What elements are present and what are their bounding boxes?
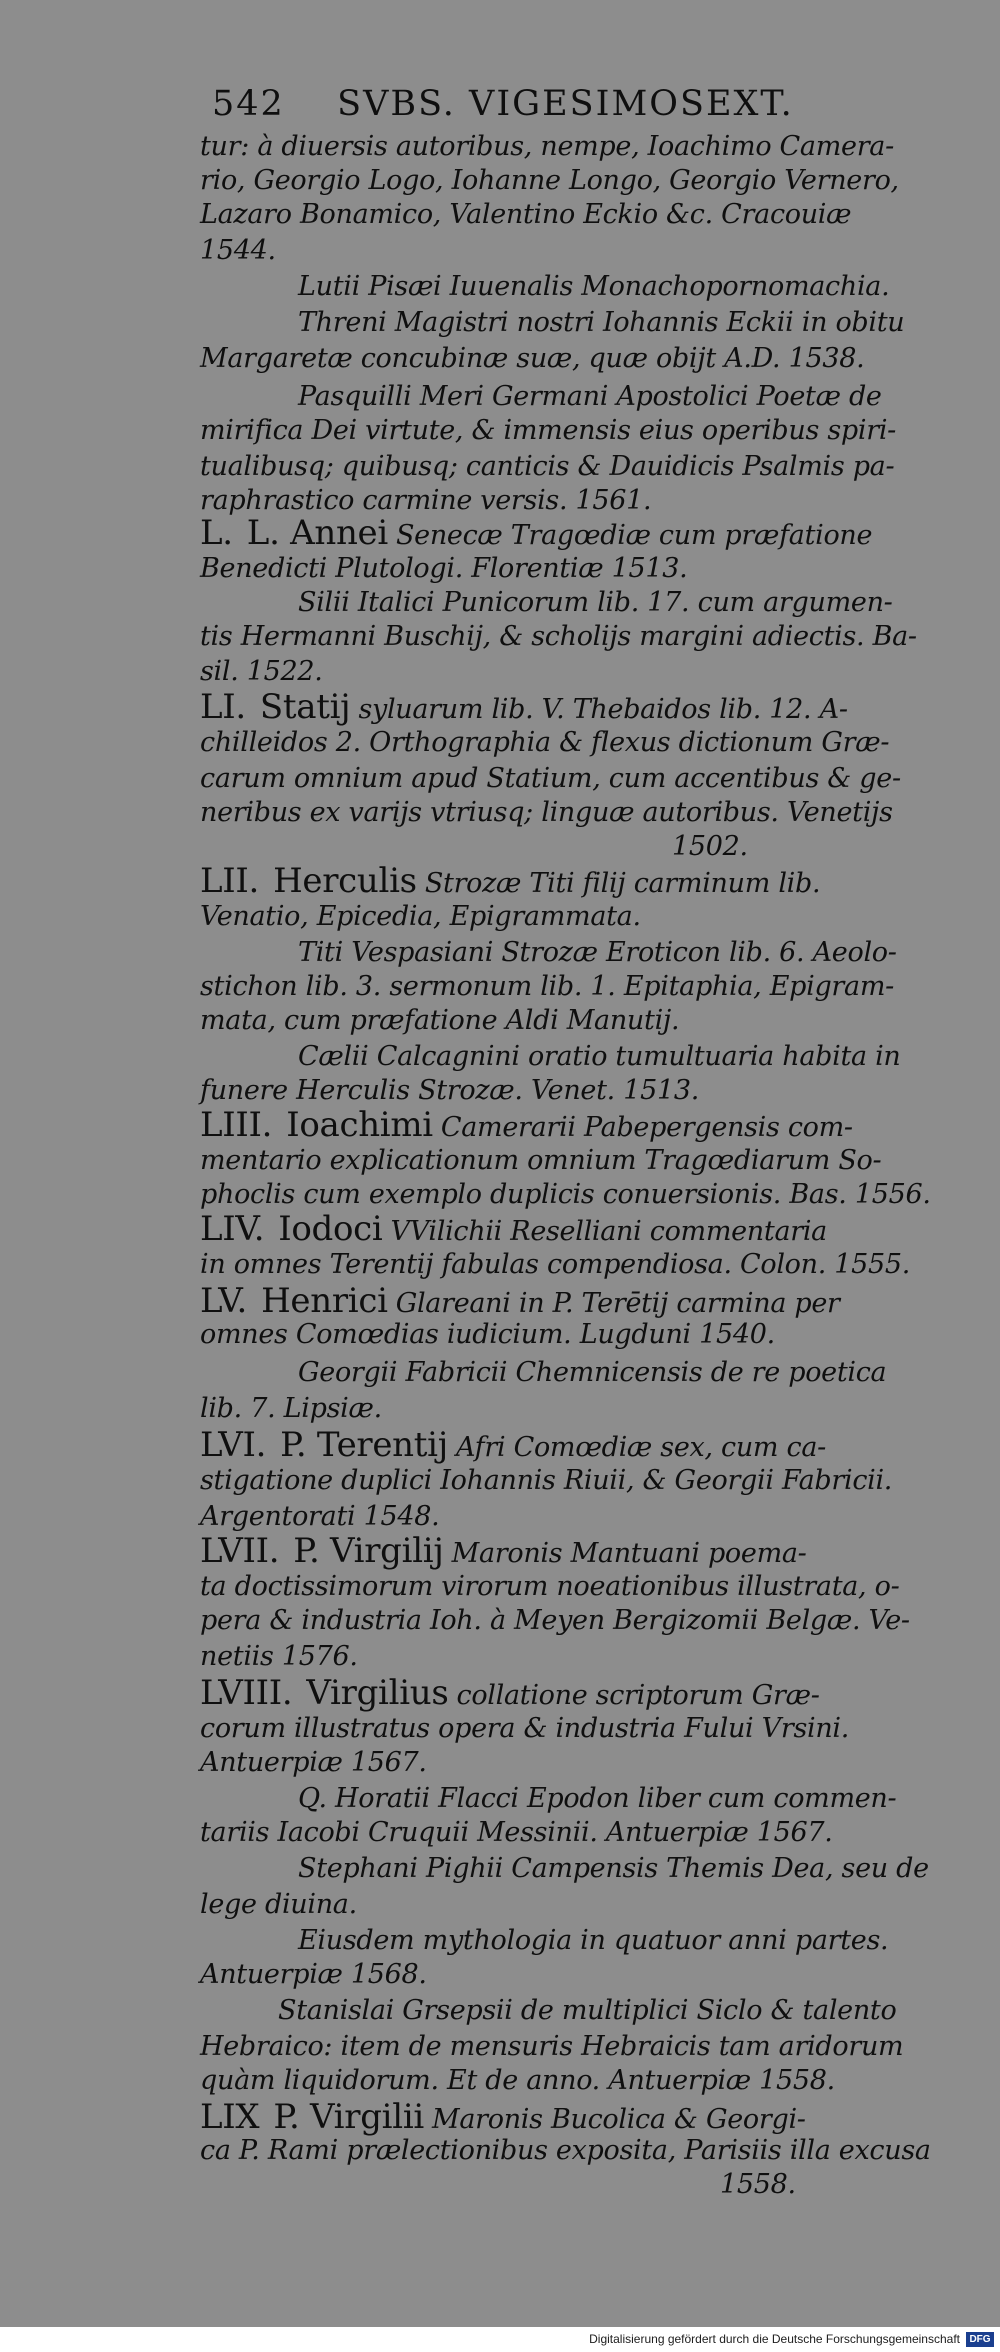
text-line: rio, Georgio Logo, Iohanne Longo, Georgio Vernero, xyxy=(200,165,899,196)
text-line: ta doctissimorum virorum noeationibus illustrata, o- xyxy=(200,1571,900,1602)
entry-heading xyxy=(200,1531,807,1571)
entry-number: L. xyxy=(200,513,233,553)
entry-text: VVilichii Reselliani commentaria xyxy=(390,1216,827,1247)
entry-text: syluarum lib. V. Thebaidos lib. 12. A- xyxy=(358,694,848,725)
text-line: Benedicti Plutologi. Florentiæ 1513. xyxy=(200,553,688,584)
entry-number: LV. xyxy=(200,1281,248,1321)
text-line: carum omnium apud Statium, cum accentibus & ge- xyxy=(200,763,901,794)
page-header xyxy=(212,84,794,124)
entry-heading xyxy=(200,861,821,901)
entry-heading xyxy=(200,687,848,727)
entry-text: Afri Comœdiæ sex, cum ca- xyxy=(455,1432,826,1463)
text-line: chilleidos 2. Orthographia & flexus dictionum Græ- xyxy=(200,727,890,758)
text-line: corum illustratus opera & industria Fului Vrsini. xyxy=(200,1713,850,1744)
entry-number: LIV. xyxy=(200,1209,265,1249)
text-line: Silii Italici Punicorum lib. 17. cum argumen- xyxy=(298,587,893,618)
entry-text: Senecæ Tragœdiæ cum præfatione xyxy=(395,520,873,551)
entry-number: LII. xyxy=(200,861,260,901)
entry-number: LIX xyxy=(200,2097,260,2137)
entry-heading xyxy=(200,1209,827,1249)
running-title: SVBS. VIGESIMOSEXT. xyxy=(337,84,794,124)
entry-title: P. Terentij xyxy=(280,1425,448,1465)
text-line: Titi Vespasiani Strozæ Eroticon lib. 6. Aeolo- xyxy=(298,937,897,968)
entry-heading xyxy=(200,1105,853,1145)
entry-number: LVI. xyxy=(200,1425,267,1465)
entry-number: LIII. xyxy=(200,1105,273,1145)
text-line: mentario explicationum omnium Tragœdiarum So- xyxy=(200,1145,882,1176)
text-line: Stephani Pighii Campensis Themis Dea, seu de xyxy=(298,1853,929,1884)
text-line: Lutii Pisæi Iuuenalis Monachopornomachia. xyxy=(298,271,890,302)
text-line: stichon lib. 3. sermonum lib. 1. Epitaphia, Epigram- xyxy=(200,971,894,1002)
text-line: pera & industria Ioh. à Meyen Bergizomii Belgæ. Ve- xyxy=(200,1605,910,1636)
text-line: Antuerpiæ 1568. xyxy=(200,1959,427,1990)
text-line: Threni Magistri nostri Iohannis Eckii in obitu xyxy=(298,307,905,338)
text-line: neribus ex varijs vtriusq; linguæ autoribus. Venetijs xyxy=(200,797,893,828)
text-line: tis Hermanni Buschij, & scholijs margini adiectis. Ba- xyxy=(200,621,917,652)
page-number: 542 xyxy=(212,84,285,124)
text-line: Argentorati 1548. xyxy=(200,1501,440,1532)
entry-text: Camerarii Pabepergensis com- xyxy=(440,1112,853,1143)
entry-heading xyxy=(200,513,873,553)
text-line: quàm liquidorum. Et de anno. Antuerpiæ 1558. xyxy=(200,2065,835,2096)
text-line: netiis 1576. xyxy=(200,1641,358,1672)
text-line: omnes Comœdias iudicium. Lugduni 1540. xyxy=(200,1319,775,1350)
entry-title: Herculis xyxy=(273,861,417,901)
text-line: Q. Horatii Flacci Epodon liber cum commen- xyxy=(298,1783,897,1814)
text-line: Georgii Fabricii Chemnicensis de re poetica xyxy=(298,1357,887,1388)
text-line: phoclis cum exemplo duplicis conuersionis. Bas. 1556. xyxy=(200,1179,931,1210)
entry-text: Glareani in P. Terētij carmina per xyxy=(395,1288,840,1319)
entry-title: L. Annei xyxy=(246,513,388,553)
text-line: mata, cum præfatione Aldi Manutij. xyxy=(200,1005,680,1036)
text-line: Pasquilli Meri Germani Apostolici Poetæ de xyxy=(298,381,882,412)
text-line: tur: à diuersis autoribus, nempe, Ioachimo Camera- xyxy=(200,131,894,162)
dfg-logo-icon: DFG xyxy=(966,2332,994,2347)
entry-text: collatione scriptorum Græ- xyxy=(456,1680,820,1711)
text-line: Venatio, Epicedia, Epigrammata. xyxy=(200,901,641,932)
text-line: Hebraico: item de mensuris Hebraicis tam aridorum xyxy=(200,2031,904,2062)
entry-heading xyxy=(200,2097,806,2137)
entry-number: LVIII. xyxy=(200,1673,293,1713)
text-line: 1502. xyxy=(672,831,748,862)
entry-heading xyxy=(200,1281,840,1321)
entry-number: LVII. xyxy=(200,1531,280,1571)
entry-heading xyxy=(200,1425,826,1465)
entry-title: P. Virgilii xyxy=(273,2097,424,2137)
text-line: lib. 7. Lipsiæ. xyxy=(200,1393,382,1424)
text-line: tualibusq; quibusq; canticis & Dauidicis Psalmis pa- xyxy=(200,451,895,482)
text-line: sil. 1522. xyxy=(200,656,323,687)
footer-credit: Digitalisierung gefördert durch die Deutsche Forschungsgemeinschaft xyxy=(589,2332,960,2346)
text-line: Stanislai Grsepsii de multiplici Siclo & talento xyxy=(278,1995,897,2026)
entry-title: Ioachimi xyxy=(286,1105,433,1145)
text-line: Lazaro Bonamico, Valentino Eckio &c. Cracouiæ xyxy=(200,199,852,230)
text-line: ca P. Rami prælectionibus exposita, Parisiis illa excusa xyxy=(200,2135,931,2166)
entry-text: Maronis Bucolica & Georgi- xyxy=(431,2104,806,2135)
text-line: funere Herculis Strozæ. Venet. 1513. xyxy=(200,1075,700,1106)
entry-title: Iodoci xyxy=(278,1209,383,1249)
text-line: Antuerpiæ 1567. xyxy=(200,1747,427,1778)
text-line: 1558. xyxy=(720,2169,796,2200)
text-line: stigatione duplici Iohannis Riuii, & Georgii Fabricii. xyxy=(200,1465,893,1496)
text-line: Cælii Calcagnini oratio tumultuaria habita in xyxy=(298,1041,901,1072)
entry-title: Virgilius xyxy=(306,1673,449,1713)
entry-number: LI. xyxy=(200,687,246,727)
text-line: mirifica Dei virtute, & immensis eius operibus spiri- xyxy=(200,415,896,446)
entry-text: Maronis Mantuani poema- xyxy=(451,1538,807,1569)
text-line: tariis Iacobi Cruquii Messinii. Antuerpiæ 1567. xyxy=(200,1817,833,1848)
entry-title: Statij xyxy=(259,687,351,727)
text-line: lege diuina. xyxy=(200,1889,357,1920)
text-line: Eiusdem mythologia in quatuor anni partes. xyxy=(298,1925,889,1956)
entry-heading xyxy=(200,1673,820,1713)
text-line: Margaretæ concubinæ suæ, quæ obijt A.D. 1538. xyxy=(200,343,865,374)
entry-title: P. Virgilij xyxy=(293,1531,444,1571)
text-line: raphrastico carmine versis. 1561. xyxy=(200,485,652,516)
entry-text: Strozæ Titi filij carminum lib. xyxy=(424,868,821,899)
digitization-footer xyxy=(0,2327,1000,2352)
entry-title: Henrici xyxy=(261,1281,388,1321)
text-line: in omnes Terentij fabulas compendiosa. Colon. 1555. xyxy=(200,1249,911,1280)
text-line: 1544. xyxy=(200,235,276,266)
